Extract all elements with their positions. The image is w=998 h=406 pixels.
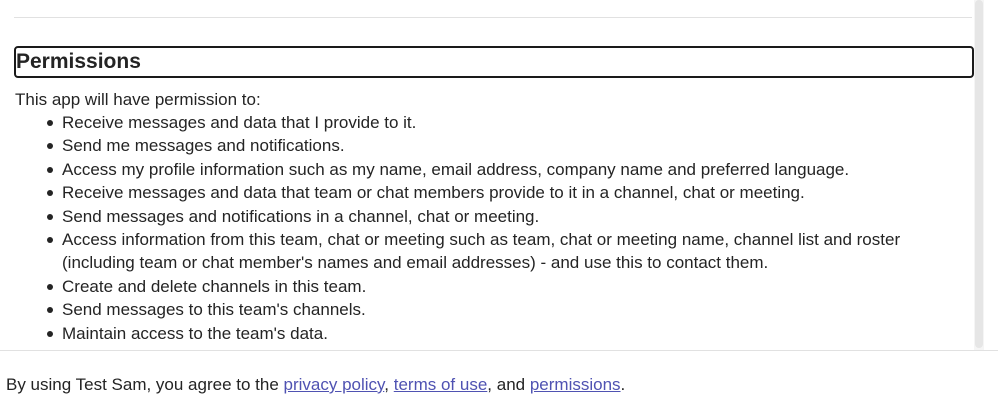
permissions-list [62, 111, 942, 345]
list-item: Receive messages and data that team or chat members provide to it in a channel, chat or meeting. [62, 181, 942, 204]
list-item: Access information from this team, chat or meeting such as team, chat or meeting name, channel list and roster (including team or chat member's names and email addresses) - and use this to contact them. [62, 228, 942, 275]
list-item: Send messages and notifications in a channel, chat or meeting. [62, 205, 942, 228]
terms-of-use-link[interactable]: terms of use [393, 375, 488, 394]
permissions-link[interactable]: permissions [529, 375, 621, 394]
permissions-heading: Permissions [14, 46, 974, 78]
consent-footer [6, 374, 625, 396]
scrollbar-thumb[interactable] [975, 0, 983, 348]
privacy-policy-link[interactable]: privacy policy [283, 375, 385, 394]
list-item: Maintain access to the team's data. [62, 322, 942, 345]
list-item: Send me messages and notifications. [62, 134, 942, 157]
consent-prefix: By using Test Sam, you agree to the [6, 375, 284, 394]
list-item: Send messages to this team's channels. [62, 298, 942, 321]
footer-divider [0, 350, 998, 351]
list-item: Receive messages and data that I provide to it. [62, 111, 942, 134]
top-divider [14, 17, 972, 18]
consent-separator-2: , and [487, 375, 530, 394]
list-item: Access my profile information such as my name, email address, company name and preferred language. [62, 158, 942, 181]
consent-suffix: . [620, 375, 626, 394]
list-item: Create and delete channels in this team. [62, 275, 942, 298]
permissions-intro: This app will have permission to: [15, 90, 261, 109]
consent-separator-1: , [384, 375, 394, 394]
